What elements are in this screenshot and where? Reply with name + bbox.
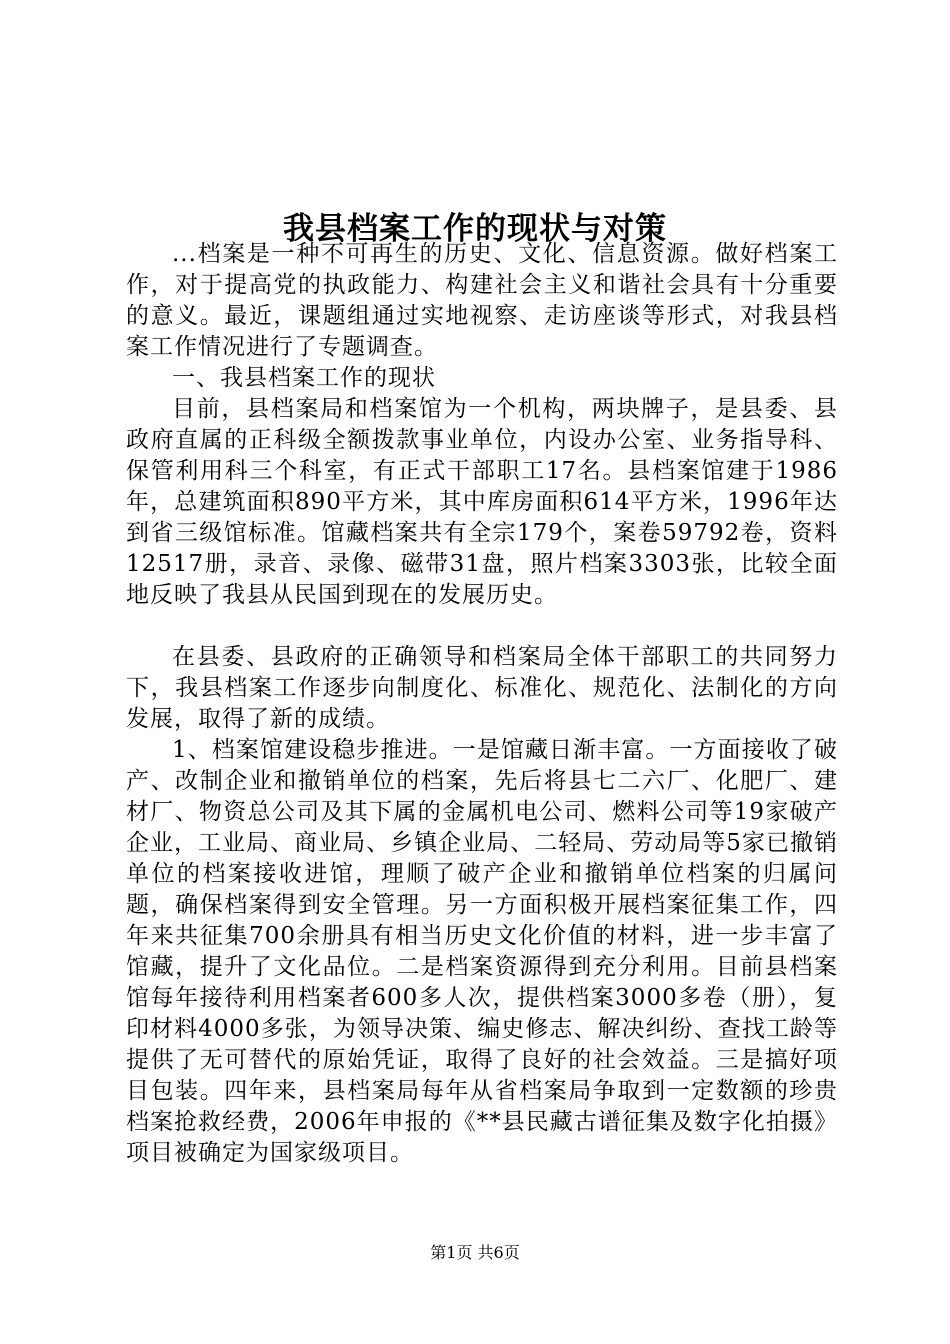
intro-paragraph: ...档案是一种不可再生的历史、文化、信息资源。做好档案工作，对于提高党的执政能力、构建社会主义和谐社会具有十分重要的意义。最近，课题组通过实地视察、走访座谈等形式，对我县档案工作情况进行了专题调查。 <box>126 241 838 360</box>
section-heading: 一、我县档案工作的现状 <box>172 365 436 391</box>
document-body <box>126 239 838 1169</box>
status-paragraph: 目前，县档案局和档案馆为一个机构，两块牌子，是县委、县政府直属的正科级全额拨款事业单位，内设办公室、业务指导科、保管利用科三个科室，有正式干部职工17名。县档案馆建于1986年，总建筑面积890平方米，其中库房面积614平方米，1996年达到省三级馆标准。馆藏档案共有全宗179个，案卷59792卷，资料12517册，录音、录像、磁带31盘，照片档案3303张，比较全面地反映了我县从民国到现在的发展历史。 <box>126 396 838 608</box>
archive-building-paragraph: 1、档案馆建设稳步推进。一是馆藏日渐丰富。一方面接收了破产、改制企业和撤销单位的档案，先后将县七二六厂、化肥厂、建材厂、物资总公司及其下属的金属机电公司、燃料公司等19家破产企业，工业局、商业局、乡镇企业局、二轻局、劳动局等5家已撤销单位的档案接收进馆，理顺了破产企业和撤销单位档案的归属问题，确保档案得到安全管理。另一方面积极开展档案征集工作，四年来共征集700余册具有相当历史文化价值的材料，进一步丰富了馆藏，提升了文化品位。二是档案资源得到充分利用。目前县档案馆每年接待利用档案者600多人次，提供档案3000多卷（册），复印材料4000多张，为领导决策、编史修志、解决纠纷、查找工龄等提供了无可替代的原始凭证，取得了良好的社会效益。三是搞好项目包装。四年来，县档案局每年从省档案局争取到一定数额的珍贵档案抢救经费，2006年申报的《**县民藏古谱征集及数字化拍摄》项目被确定为国家级项目。 <box>126 737 838 1166</box>
document-title: 我县档案工作的现状与对策 <box>283 210 667 247</box>
page-number-footer: 第1页 共6页 <box>430 1243 520 1262</box>
achievement-paragraph: 在县委、县政府的正确领导和档案局全体干部职工的共同努力下，我县档案工作逐步向制度化、标准化、规范化、法制化的方向发展，取得了新的成绩。 <box>126 644 838 732</box>
